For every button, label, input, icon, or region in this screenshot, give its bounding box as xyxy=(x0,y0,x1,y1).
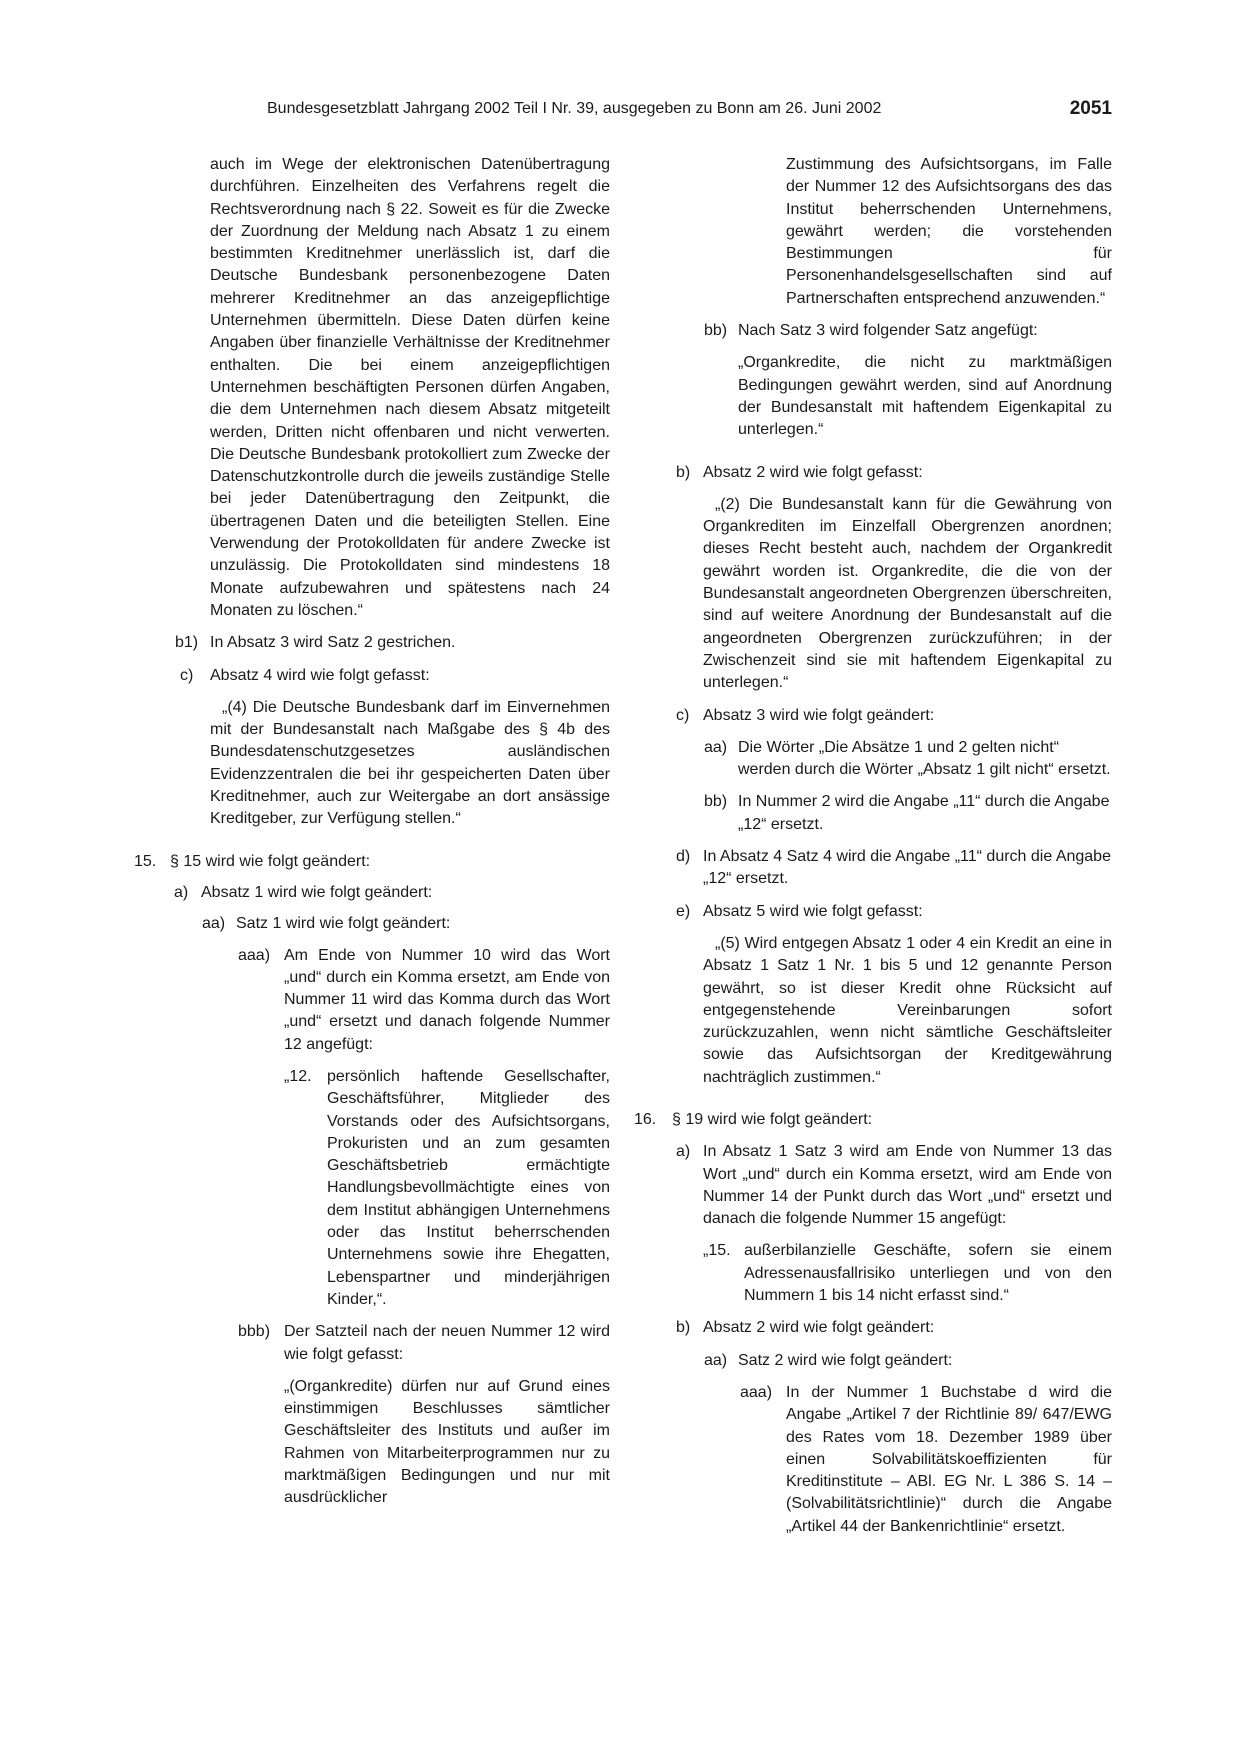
item-e xyxy=(632,901,1112,923)
item-text: In Nummer 2 wird die Angabe „11“ durch die Angabe „12“ ersetzt. xyxy=(738,793,1110,833)
item-c xyxy=(632,705,1112,727)
paragraph-continuation: auch im Wege der elektronischen Datenübertragung durchführen. Einzelheiten des Verfahrens regelt die Rechtsverordnung nach § 22. Soweit es für die Zwecke der Zuordnung der Meldung nach Absatz 1 zu einem bestimmten Kreditnehmer unerlässlich ist, darf die Deutsche Bundesbank personenbezogene Daten mehrerer Kreditnehmer an das anzeigepflichtige Unternehmen übermitteln. Diese Daten dürfen keine Angaben über finanzielle Verhältnisse der Kreditnehmer enthalten. Die bei einem anzeigepflichtigen Unternehmen beschäftigten Personen dürfen Angaben, die dem Unternehmen nach diesem Absatz mitgeteilt werden, Dritten nicht offenbaren und nicht verwerten. Die Deutsche Bundesbank protokolliert zum Zwecke der Datenschutzkontrolle durch die jeweils zuständige Stelle bei jeder Datenübertragung den Zeitpunkt, die übertragenen Daten und die beteiligten Stellen. Eine Verwendung der Protokolldaten für andere Zwecke ist unzulässig. Die Protokolldaten sind mindestens 18 Monate aufzubewahren und spätestens nach 24 Monaten zu löschen.“ xyxy=(210,156,610,619)
item-text: Absatz 2 wird wie folgt geändert: xyxy=(703,1319,935,1337)
right-column xyxy=(632,154,1112,1538)
item-label: bb) xyxy=(704,322,728,340)
quote-block: „(2) Die Bundesanstalt kann für die Gewährung von Organkrediten im Einzelfall Obergrenzen anordnen; dieses Recht besteht auch, nachdem der Organkredit gewährt worden ist. Organkredite, die die von der Bundesanstalt angeordneten Obergrenzen überschreiten, sind auf weitere Anordnung der Bundesanstalt auf die angeordneten Obergrenzen zurückzuführen; in der Zwischenzeit sind sie mit haftendem Eigenkapital zu unterlegen.“ xyxy=(703,495,1112,692)
item-text: In der Nummer 1 Buchstabe d wird die Angabe „Artikel 7 der Richtlinie 89/ 647/EWG des Rates vom 18. Dezember 1989 über einen Solvabilitätskoeffizienten für Kreditinstitute – ABl. EG Nr. L 386 S. 14 – (Solvabilitätsrichtlinie)“ durch die Angabe „Artikel 44 der Bankenrichtlinie“ ersetzt. xyxy=(786,1383,1112,1535)
item-c-bb xyxy=(632,791,1112,836)
item-aaa xyxy=(130,945,610,1056)
quote-block: „(Organkredite) dürfen nur auf Grund eines einstimmigen Beschlusses sämtlicher Geschäftsleiter des Instituts und außer im Rahmen von Mitarbeiterprogrammen nur zu marktmäßigen Bedingungen und nur mit ausdrücklicher xyxy=(284,1377,610,1507)
left-column xyxy=(130,154,610,1510)
item-label: aa) xyxy=(704,1351,728,1369)
item-bb xyxy=(632,320,1112,342)
item-text: In Absatz 4 Satz 4 wird die Angabe „11“ durch die Angabe „12“ ersetzt. xyxy=(703,848,1111,888)
running-header: Bundesgesetzblatt Jahrgang 2002 Teil I Nr. 39, ausgegeben zu Bonn am 26. Juni 2002 xyxy=(267,100,882,117)
item-a xyxy=(632,1141,1112,1230)
item-text: Satz 1 wird wie folgt geändert: xyxy=(236,915,451,933)
item-label: aa) xyxy=(704,738,728,756)
item-label: aaa) xyxy=(740,1383,773,1401)
item-b xyxy=(632,462,1112,484)
item-b-aaa xyxy=(632,1382,1112,1538)
item-bbb xyxy=(130,1321,610,1366)
item-label: bbb) xyxy=(238,1323,271,1341)
item-16 xyxy=(632,1109,1112,1131)
item-text: Nach Satz 3 wird folgender Satz angefügt: xyxy=(738,322,1038,340)
item-label: „15. xyxy=(703,1242,731,1260)
item-text: Absatz 4 wird wie folgt gefasst: xyxy=(210,666,430,684)
page-number: 2051 xyxy=(1069,98,1112,119)
item-12 xyxy=(130,1066,610,1311)
item-text: Absatz 1 wird wie folgt geändert: xyxy=(201,883,433,901)
item-b2 xyxy=(632,1317,1112,1339)
item-c-aa xyxy=(632,737,1112,782)
item-label: aaa) xyxy=(238,946,271,964)
item-label: a) xyxy=(174,883,189,901)
item-label: d) xyxy=(676,848,691,866)
item-label: b) xyxy=(676,463,691,481)
item-15 xyxy=(130,851,610,873)
item-text: § 15 wird wie folgt geändert: xyxy=(170,852,371,870)
item-text: Absatz 5 wird wie folgt gefasst: xyxy=(703,902,923,920)
quote-block: „(5) Wird entgegen Absatz 1 oder 4 ein Kredit an eine in Absatz 1 Satz 1 Nr. 1 bis 5 und 12 genannte Person gewährt, so ist dieser Kredit ohne Rücksicht auf entgegenstehende Vereinbarungen sofort zurückzuzahlen, wenn nicht sämtliche Geschäftsleiter sowie das Aufsichtsorgan der Kreditgewährung nachträglich zustimmen.“ xyxy=(703,934,1112,1086)
quote-block: „Organkredite, die nicht zu marktmäßigen Bedingungen gewährt werden, sind auf Anordnung der Bundesanstalt mit haftendem Eigenkapital zu unterlegen.“ xyxy=(738,354,1112,439)
item-text: Absatz 2 wird wie folgt gefasst: xyxy=(703,463,923,481)
quote-block: „(4) Die Deutsche Bundesbank darf im Einvernehmen mit der Bundesanstalt nach Maßgabe des § 4b des Bundesdatenschutzgesetzes ausländischen Evidenzzentralen die bei ihr gespeicherten Daten über Kreditnehmer, auch zur Weitergabe an dort ansässige Kreditgeber, zur Verfügung stellen.“ xyxy=(210,698,610,828)
item-b-aa xyxy=(632,1350,1112,1372)
item-d xyxy=(632,846,1112,891)
item-text: In Absatz 3 wird Satz 2 gestrichen. xyxy=(210,634,456,652)
paragraph-continuation: Zustimmung des Aufsichtsorgans, im Falle der Nummer 12 des Aufsichtsorgans des das Institut beherrschenden Unternehmens, gewährt werden; die vorstehenden Bestimmungen für Personenhandelsgesellschaften sind auf Partnerschaften entsprechend anzuwenden.“ xyxy=(786,156,1112,307)
item-text: In Absatz 1 Satz 3 wird am Ende von Nummer 13 das Wort „und“ durch ein Komma ersetzt, wird am Ende von Nummer 14 der Punkt durch das Wort „und“ ersetzt und danach die folgende Nummer 15 angefügt: xyxy=(703,1143,1112,1228)
item-text: außerbilanzielle Geschäfte, sofern sie einem Adressenausfallrisiko unterliegen und von den Nummern 1 bis 14 nicht erfasst sind.“ xyxy=(744,1242,1112,1305)
item-label: c) xyxy=(676,706,690,724)
page-header xyxy=(267,98,1112,128)
item-label: „12. xyxy=(284,1067,312,1085)
item-label: a) xyxy=(676,1143,691,1161)
item-label: b) xyxy=(676,1319,691,1337)
item-c xyxy=(130,665,610,687)
item-label: e) xyxy=(676,902,691,920)
item-text: Am Ende von Nummer 10 wird das Wort „und“ durch ein Komma ersetzt, am Ende von Nummer 11 wird das Komma durch das Wort „und“ ersetzt und danach folgende Nummer 12 angefügt: xyxy=(284,946,610,1053)
item-label: c) xyxy=(180,666,194,684)
item-label: b1) xyxy=(175,634,199,652)
item-b1 xyxy=(130,632,610,654)
item-text: persönlich haftende Gesellschafter, Geschäftsführer, Mitglieder des Vorstands oder des Aufsichtsorgans, Prokuristen und an zum gesamten Geschäftsbetrieb ermächtigte Handlungsbevollmächtigte eines von dem Institut abhängigen Unternehmens oder das Institut beherrschenden Unternehmens sowie ihre Ehegatten, Lebenspartner und minderjährigen Kinder,“. xyxy=(327,1067,610,1308)
item-a xyxy=(130,882,610,904)
item-aa xyxy=(130,913,610,935)
item-label: 16. xyxy=(634,1110,657,1128)
item-text: Satz 2 wird wie folgt geändert: xyxy=(738,1351,953,1369)
item-label: bb) xyxy=(704,793,728,811)
item-15-new xyxy=(632,1240,1112,1307)
item-text: § 19 wird wie folgt geändert: xyxy=(672,1110,873,1128)
item-label: 15. xyxy=(134,852,157,870)
item-text: Die Wörter „Die Absätze 1 und 2 gelten nicht“ werden durch die Wörter „Absatz 1 gilt nicht“ ersetzt. xyxy=(738,738,1111,779)
item-label: aa) xyxy=(202,915,226,933)
item-text: Absatz 3 wird wie folgt geändert: xyxy=(703,706,935,724)
item-text: Der Satzteil nach der neuen Nummer 12 wird wie folgt gefasst: xyxy=(284,1323,610,1363)
